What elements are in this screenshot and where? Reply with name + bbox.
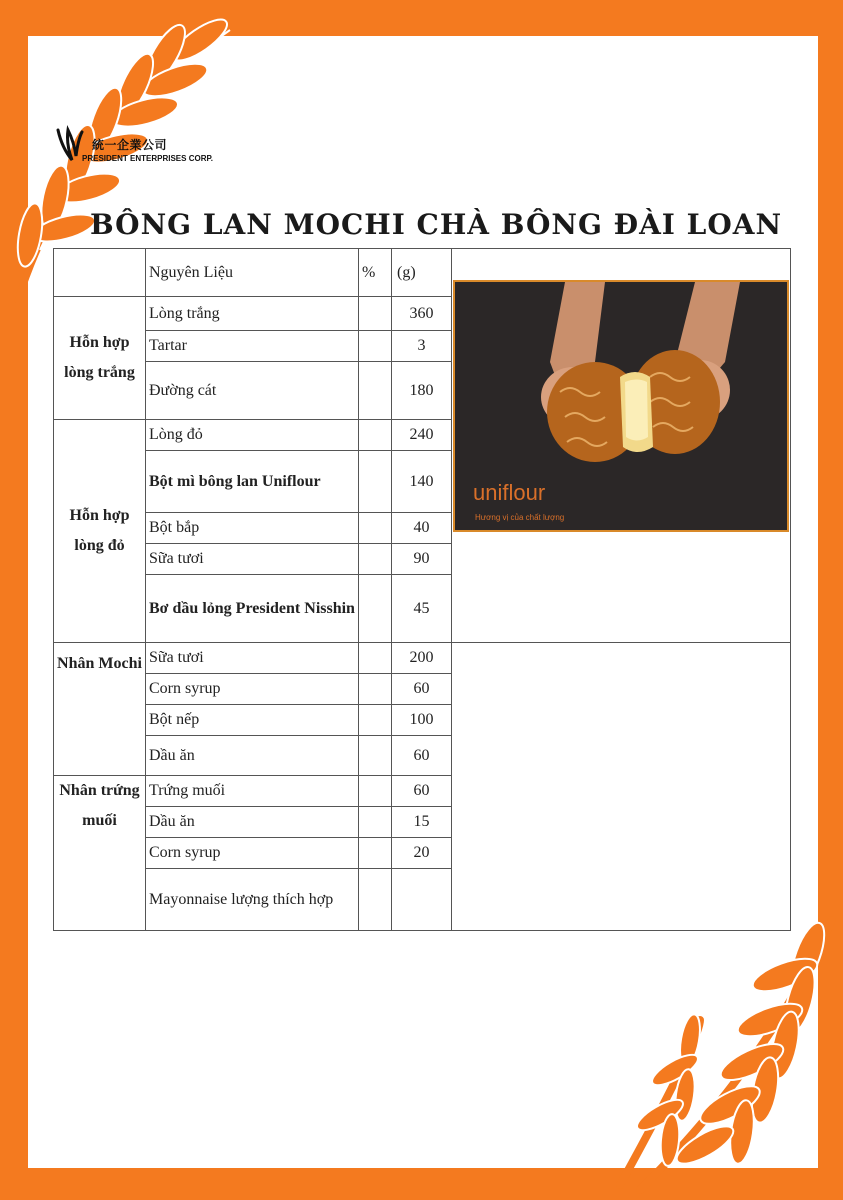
- ingredient-name: Lòng trắng: [146, 297, 359, 331]
- percent-cell: [359, 420, 392, 451]
- logo-chinese-text: 統一企業公司: [92, 138, 168, 152]
- president-bird-icon: [52, 122, 86, 168]
- percent-cell: [359, 331, 392, 362]
- ingredient-name: Corn syrup: [146, 674, 359, 705]
- group-label: Hỗn hợp lòng trắng: [54, 297, 146, 420]
- percent-cell: [359, 838, 392, 869]
- grams-value: 3: [392, 331, 452, 362]
- grams-value: 90: [392, 544, 452, 575]
- ingredient-name: Bột mì bông lan Uniflour: [146, 451, 359, 513]
- header-ingredient: Nguyên Liệu: [146, 249, 359, 297]
- percent-cell: [359, 776, 392, 807]
- ingredient-name: Đường cát: [146, 362, 359, 420]
- ingredient-name: Dầu ăn: [146, 736, 359, 776]
- grams-value: 360: [392, 297, 452, 331]
- grams-value: 60: [392, 736, 452, 776]
- header-grams: (g): [392, 249, 452, 297]
- percent-cell: [359, 513, 392, 544]
- percent-cell: [359, 544, 392, 575]
- grams-value: 45: [392, 575, 452, 643]
- company-logo: [52, 122, 242, 174]
- percent-cell: [359, 674, 392, 705]
- grams-value: 15: [392, 807, 452, 838]
- grams-value: 40: [392, 513, 452, 544]
- percent-cell: [359, 575, 392, 643]
- ingredient-name: Bột nếp: [146, 705, 359, 736]
- percent-cell: [359, 643, 392, 674]
- grams-value: 100: [392, 705, 452, 736]
- group-label: Nhân trứng muối: [54, 776, 146, 931]
- grams-value: 140: [392, 451, 452, 513]
- ingredient-table: [53, 248, 791, 931]
- ingredient-name: Bột bắp: [146, 513, 359, 544]
- brand-tagline: Hương vị của chất lượng: [475, 513, 565, 522]
- ingredient-name: Tartar: [146, 331, 359, 362]
- group-label: Hỗn hợp lòng đỏ: [54, 420, 146, 643]
- table-header-row: [54, 249, 791, 297]
- ingredient-name: Corn syrup: [146, 838, 359, 869]
- grams-value: 60: [392, 674, 452, 705]
- uniflour-brand-logo: uniflour: [473, 480, 546, 505]
- percent-cell: [359, 736, 392, 776]
- recipe-title: BÔNG LAN MOCHI CHÀ BÔNG ĐÀI LOAN: [90, 208, 783, 241]
- ingredient-name: Trứng muối: [146, 776, 359, 807]
- ingredient-name: Mayonnaise lượng thích hợp: [146, 869, 359, 931]
- percent-cell: [359, 451, 392, 513]
- grams-value: 60: [392, 776, 452, 807]
- grams-value: 20: [392, 838, 452, 869]
- ingredient-name: Sữa tươi: [146, 643, 359, 674]
- percent-cell: [359, 297, 392, 331]
- header-group-cell: [54, 249, 146, 297]
- percent-cell: [359, 869, 392, 931]
- group-label: Nhân Mochi: [54, 643, 146, 776]
- percent-cell: [359, 705, 392, 736]
- photo-cell: [452, 249, 791, 643]
- ingredient-name: Lòng đỏ: [146, 420, 359, 451]
- header-percent: %: [359, 249, 392, 297]
- ingredient-name: Dầu ăn: [146, 807, 359, 838]
- grams-value: 240: [392, 420, 452, 451]
- grams-value: [392, 869, 452, 931]
- empty-right-cell: [452, 643, 791, 931]
- logo-english-text: PRESIDENT ENTERPRISES CORP.: [82, 154, 213, 163]
- grams-value: 180: [392, 362, 452, 420]
- percent-cell: [359, 362, 392, 420]
- product-photo: [453, 280, 789, 532]
- table-row: [54, 643, 791, 674]
- grams-value: 200: [392, 643, 452, 674]
- ingredient-name: Bơ dầu lỏng President Nisshin: [146, 575, 359, 643]
- ingredient-name: Sữa tươi: [146, 544, 359, 575]
- percent-cell: [359, 807, 392, 838]
